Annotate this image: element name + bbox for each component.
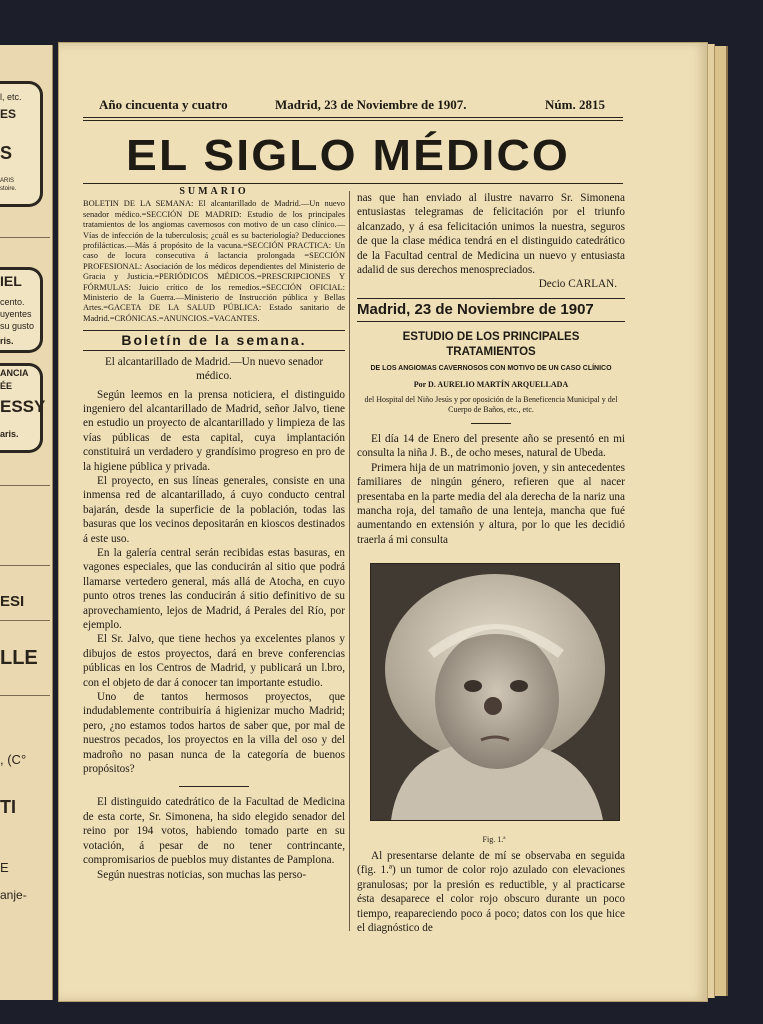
masthead-title: EL SIGLO MÉDICO xyxy=(126,131,570,180)
short-rule xyxy=(179,786,249,787)
article-paragraph: Primera hija de un matrimonio joven, y sin antecedentes familiares de ningún género, refieren que al nacer presentaba en la parte media del ala derecha de la nariz una mancha roja, del tamaño de una lenteja, mancha que fué aumentando en extensión y altura, por lo que les decidió traerla á mi consulta xyxy=(357,461,625,546)
prev-fragment: LLE xyxy=(0,647,38,669)
article-paragraph: El Sr. Jalvo, que tiene hechos ya excelentes planos y dibujos de estos proyectos, dará en breve conferencias públicas en los Centros de Madrid, y publicará un l.bro, con el objeto de dar á conocer tan importante estudio. xyxy=(83,633,345,689)
boletin-title: Boletín de la semana. xyxy=(121,332,307,349)
article-title: ESTUDIO DE LOS PRINCIPALES TRATAMIENTOS xyxy=(402,331,580,358)
header-issue-number: Núm. 2815 xyxy=(545,97,605,112)
right-column xyxy=(357,191,625,547)
header-rule xyxy=(83,117,623,118)
article-paragraph: El distinguido catedrático de la Facultad de Medicina de esta corte, Sr. Simonena, ha sido elegido senador del reino por 194 votos, habiendo tomado parte en su votación, á pesar de no tener contrincante, compromisarios de pueblos muy distantes de Pamplona. xyxy=(83,796,345,867)
right-column-continued xyxy=(357,849,625,935)
article-paragraph: Según nuestras noticias, son muchas las perso- xyxy=(97,868,307,881)
previous-page-fragment xyxy=(0,45,53,1000)
prev-divider xyxy=(0,695,50,696)
prev-divider xyxy=(0,565,50,566)
section-rule xyxy=(357,321,625,322)
prev-fragment: ARIS xyxy=(0,178,15,184)
prev-fragment: ris. xyxy=(0,336,14,346)
article-paragraph: En la galería central serán recibidas estas basuras, en vagones especiales, que las conducirán al sitio que podrá llamarse vertedero general, más allá de Atocha, en cuyo punto otros trenes las conducirán á sitio definitivo de su aprovechamiento, lejos de Madrid, á Perales del Río, por ejemplo. xyxy=(83,546,345,631)
prev-fragment: aris. xyxy=(0,429,19,439)
article-paragraph: El día 14 de Enero del presente año se presentó en mi consulta la niña J. B., de ocho meses, natural de Ubeda. xyxy=(357,432,625,460)
masthead-rule xyxy=(83,183,623,184)
prev-divider xyxy=(0,620,50,621)
article-author: Por D. AURELIO MARTÍN ARQUELLADA xyxy=(413,380,569,390)
boletin-subtitle: El alcantarillado de Madrid.—Un nuevo senador médico. xyxy=(104,355,324,383)
author-affiliation: del Hospital del Niño Jesús y por oposición de la Beneficencia Municipal y del Cuerpo de Baños, etc., etc. xyxy=(364,394,618,414)
prev-fragment: cento. xyxy=(0,297,25,307)
sumario-title: SUMARIO xyxy=(179,186,249,197)
prev-fragment: ES xyxy=(0,107,17,121)
prev-fragment: uyentes xyxy=(0,309,32,319)
article-subtitle: DE LOS ANGIOMAS CAVERNOSOS CON MOTIVO DE UN CASO CLÍNICO xyxy=(370,365,612,373)
prev-fragment: , (C° xyxy=(0,752,27,767)
article-paragraph: El proyecto, en sus líneas generales, consiste en una inmensa red de alcantarillado, á cuyo conducto central bajarán, desde la superficie de la población, todas las basuras que los vecinos depositarán en kioscos destinados á este uso. xyxy=(83,474,345,545)
prev-fragment: TI xyxy=(0,797,16,817)
article-paragraph: Al presentarse delante de mí se observaba en seguida (fig. 1.ª) un tumor de color rojo azulado con elevaciones granulosas; por la presión es reductible, y al practicarse ésta desaparece el color rojo obscuro durante un poco tiempo, reapareciendo poco á poco; datos con los que hice el diagnóstico de xyxy=(357,850,625,935)
prev-fragment: S xyxy=(0,143,13,163)
short-rule xyxy=(471,423,511,424)
section-rule xyxy=(83,350,345,351)
column-divider xyxy=(349,191,350,931)
figure-caption-block xyxy=(370,833,618,847)
article-signature: Decio CARLAN. xyxy=(538,278,617,291)
section-rule xyxy=(83,330,345,331)
article-paragraph: nas que han enviado al ilustre navarro Sr. Simonena entusiastas telegramas de felicitación por el triunfo alcanzado, y á esa felicitación unimos la nuestra, seguros de que la clase médica tendrá en el distinguido catedrático de la Facultad central de Medicina un nuevo y entusiasta adalid de sus derechos menospreciados. xyxy=(357,192,625,277)
newspaper-page xyxy=(58,42,708,1002)
header-date: Madrid, 23 de Noviembre de 1907. xyxy=(275,97,467,112)
prev-fragment: l, etc. xyxy=(0,92,22,102)
prev-fragment: su gusto xyxy=(0,321,35,331)
article-paragraph: Uno de tantos hermosos proyectos, que indudablemente contribuiría á higienizar mucho Madrid; pero, ¿no estamos todos hartos de saber que, por mal de nuestros pecados, los proyectos en la villa del oso y del madroño no pasan nunca de la categoría de buenos propósitos? xyxy=(83,691,345,776)
figure-photo-infant xyxy=(370,563,620,821)
page-edge xyxy=(714,46,728,996)
prev-fragment: E xyxy=(0,860,9,875)
section-rule xyxy=(357,298,625,299)
section-date-title: Madrid, 23 de Noviembre de 1907 xyxy=(357,300,594,318)
prev-fragment: ÉE xyxy=(0,381,13,391)
prev-fragment: anje- xyxy=(0,888,27,902)
header-year: Año cincuenta y cuatro xyxy=(99,97,228,112)
prev-divider xyxy=(0,485,50,486)
prev-fragment: ESI xyxy=(0,593,25,610)
prev-fragment: stoire. xyxy=(0,186,17,192)
article-paragraph: Según leemos en la prensa noticiera, el distinguido ingeniero del alcantarillado de Madrid, señor Jalvo, tiene en estudio un proyecto de alcantarillado y limpieza de las vías públicas de esta capital, cuya implantación constituirá un verdadero y grandísimo progreso en pro de la higiene pública y privada. xyxy=(83,388,345,473)
prev-fragment: ESSY xyxy=(0,397,46,416)
prev-divider xyxy=(0,237,50,238)
left-column xyxy=(83,185,345,882)
figure-caption: Fig. 1.ª xyxy=(482,835,506,844)
prev-fragment: IEL xyxy=(0,273,22,289)
header-rule xyxy=(83,120,623,121)
prev-fragment: ANCIA xyxy=(0,368,29,378)
sumario-text: BOLETIN DE LA SEMANA: El alcantarillado de Madrid.—Un nuevo senador médico.=SECCIÓN DE MADRID: Estudio de los principales tratamientos de los angiomas cavernosos con motivo de un caso clínico.—Vías de infección de la tuberculosis; ¿cuál es su bacteriología? Deducciones profilácticas.—Más á propósito de la vacuna.=SECCIÓN PRACTICA: Un caso de locura consecutiva á lactancia prolongada =SECCIÓN PROFESIONAL: Asociación de los médicos dependientes del Ministerio de Gracia y Justicia.=PERIÓDICOS MÉDICOS.=PRESCRIPCIONES Y FÓRMULAS: Juicio crítico de los remedios.=SECCIÓN OFICIAL: Ministerio de la Guerra.—Ministerio de Instrucción pública y Bellas Artes.=GACETA DE LA SALUD PÚBLICA: Estado sanitario de Madrid.=CRÓNICAS.=ANUNCIOS.=VACANTES. xyxy=(83,199,345,323)
